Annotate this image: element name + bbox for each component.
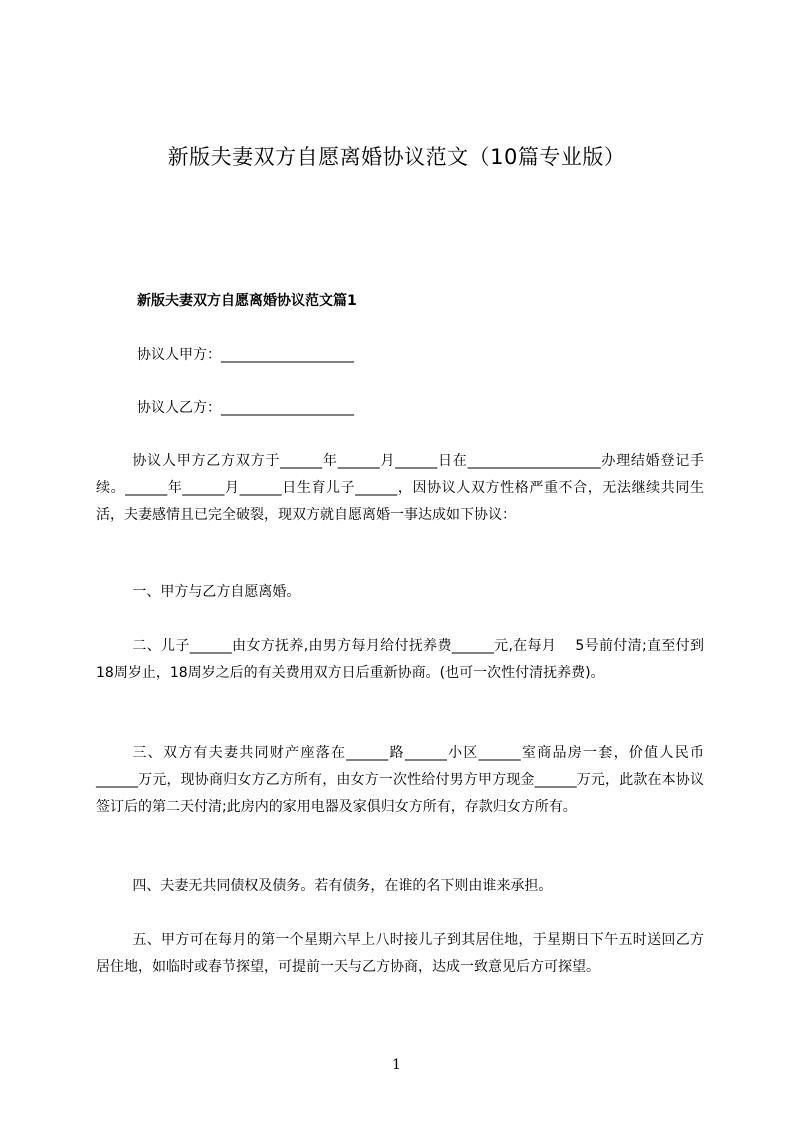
party-b-line: 协议人乙方：___________________ [137, 400, 354, 416]
paragraph-text: 三、双方有夫妻共同财产座落在______路______小区______室商品房一套，价值人民币______万元，现协商归女方乙方所有，由女方一次性给付男方甲方现金______万元，此款在本协议签订后的第二天付清;此房内的家用电器及家俱归女方所有，存款归女方所有。 [96, 745, 704, 815]
paragraph-clause-3 [96, 740, 704, 821]
party-a-line: 协议人甲方：___________________ [137, 347, 354, 363]
paragraph-clause-2 [96, 633, 704, 687]
paragraph-clause-5 [96, 927, 704, 981]
paragraph-text: 一、甲方与乙方自愿离婚。 [132, 584, 301, 600]
paragraph-clause-4 [96, 873, 704, 900]
section-heading: 新版夫妻双方自愿离婚协议范文篇1 [137, 293, 357, 309]
paragraph-text: 二、儿子______由女方抚养,由男方每月给付抚养费______元,在每月 5号前付清;直至付到18周岁止，18周岁之后的有关费用双方日后重新协商。(也可一次性付清抚养费)。 [96, 638, 704, 681]
document-title: 新版夫妻双方自愿离婚协议范文（10篇专业版） [167, 145, 626, 169]
page-number: 1 [392, 1057, 401, 1073]
paragraph-clause-1 [96, 579, 704, 606]
paragraph-text: 五、甲方可在每月的第一个星期六早上八时接儿子到其居住地，于星期日下午五时送回乙方居住地，如临时或春节探望，可提前一天与乙方协商，达成一致意见后方可探望。 [96, 932, 704, 975]
paragraph-text: 协议人甲方乙方双方于______年______月______日在___________________办理结婚登记手续。______年______月______日生育儿子______，因协议人双方性格严重不合，无法继续共同生活，夫妻感情且已完全破裂，现双方就自愿离婚一事达成如下协议： [96, 453, 704, 523]
paragraph-intro [96, 448, 704, 529]
paragraph-text: 四、夫妻无共同债权及债务。若有债务，在谁的名下则由谁来承担。 [132, 878, 553, 894]
